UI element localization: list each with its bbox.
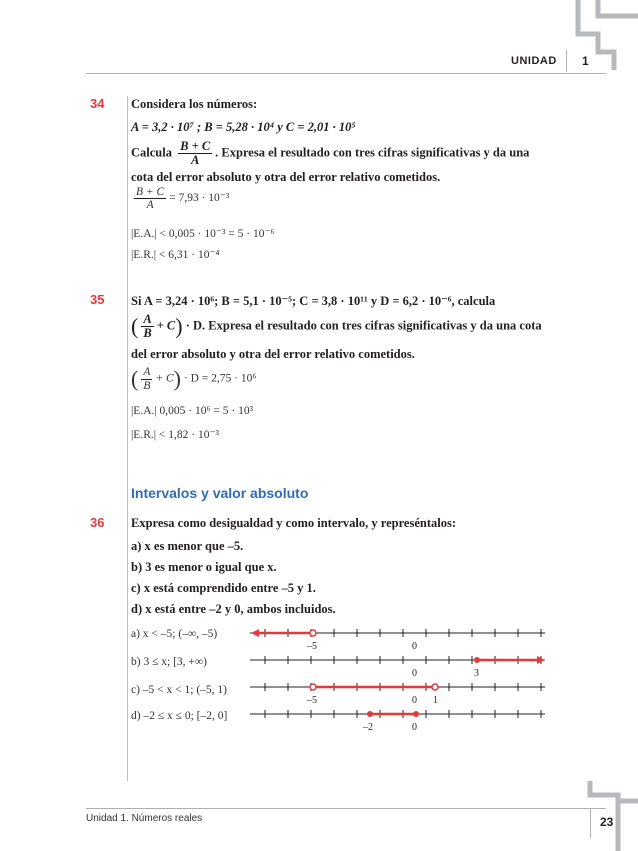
ex34-statement-line3 [131, 140, 529, 167]
ex34-fraction [178, 140, 212, 167]
ex35-frac-top: A [143, 312, 152, 326]
ex36-item-d: d) x está entre –2 y 0, ambos incluidos. [131, 602, 336, 616]
ex35-ans-right-paren: ) [173, 366, 181, 391]
ex35-statement-line3: del error absoluto y otra del error relativo cometidos. [131, 347, 415, 361]
ex36-answer-c: c) –5 < x < 1; (–5, 1) [131, 684, 228, 696]
ex34-ans-value: = 7,93 · 10⁻³ [169, 192, 230, 205]
ex36-answer-a: a) x < –5; (–∞, –5) [131, 628, 218, 640]
ex34-calc-label: Calcula [131, 145, 172, 160]
exercise-34-number: 34 [90, 96, 105, 111]
line-c-label-1: 1 [433, 695, 438, 706]
ex34-ans-frac-top: B + C [136, 186, 165, 198]
page-number: 23 [600, 815, 614, 829]
ex35-line2-rest: · D. Expresa el resultado con tres cifras significativas y da una cota [185, 318, 542, 333]
ex35-ans-mid: + C [155, 372, 174, 385]
ex35-statement-line2 [131, 313, 542, 340]
ex36-item-b: b) 3 es menor o igual que x. [131, 560, 277, 574]
ex35-right-paren: ) [175, 313, 183, 339]
ex34-ans-frac-bot: A [146, 199, 154, 212]
line-c-label-minus5: –5 [307, 695, 317, 706]
ex34-absolute-error: |E.A.| < 0,005 · 10⁻³ = 5 · 10⁻⁶ [131, 228, 275, 240]
ex36-intro: Expresa como desigualdad y como intervalo, y represéntalos: [131, 516, 456, 530]
ex34-frac-top: B + C [180, 139, 211, 153]
ex34-answer-fraction [134, 186, 166, 211]
line-b-label-3: 3 [474, 668, 479, 679]
number-line-c [250, 683, 545, 706]
line-a-label-minus5: –5 [307, 641, 317, 652]
ex34-line3-rest: . Expresa el resultado con tres cifras significativas y da una [215, 145, 530, 160]
header-divider [566, 50, 567, 72]
ex34-frac-bot: A [190, 153, 200, 168]
line-d-label-0: 0 [412, 722, 417, 733]
ex35-absolute-error: |E.A.| 0,005 · 10⁶ = 5 · 10³ [131, 405, 254, 417]
number-lines [245, 620, 550, 740]
ex34-statement-line1: Considera los números: [131, 97, 258, 111]
ex34-relative-error: |E.R.| < 6,31 · 10⁻⁴ [131, 249, 220, 261]
line-c-label-0: 0 [412, 695, 417, 706]
ex35-statement-line1: Si A = 3,24 · 10⁶; B = 5,1 · 10⁻⁵; C = 3,8 · 10¹¹ y D = 6,2 · 10⁻⁶, calcula [131, 294, 496, 308]
section-heading: Intervalos y valor absoluto [131, 485, 309, 501]
footer-text: Unidad 1. Números reales [86, 813, 203, 824]
ex35-left-paren: ( [131, 313, 139, 339]
number-line-b [250, 656, 545, 679]
line-a-label-0: 0 [412, 641, 417, 652]
unit-label: UNIDAD [511, 55, 557, 67]
ex35-frac-bot: B [143, 326, 152, 341]
footer-rule [86, 808, 606, 809]
ex36-answer-b: b) 3 ≤ x; [3, +∞) [131, 656, 207, 668]
exercise-36-number: 36 [90, 515, 105, 530]
line-b-label-0: 0 [412, 668, 417, 679]
ex36-item-c: c) x está comprendido entre –5 y 1. [131, 581, 316, 595]
ex35-ans-frac-bot: B [143, 379, 151, 392]
ex35-line2-mid: + C [156, 318, 176, 333]
corner-decoration-bottom [560, 781, 638, 851]
unit-number: 1 [582, 54, 589, 68]
number-line-a [250, 629, 545, 652]
margin-line [127, 96, 128, 781]
ex35-answer-fraction [141, 366, 152, 391]
number-line-d [250, 710, 545, 733]
ex36-answer-d: d) –2 ≤ x ≤ 0; [–2, 0] [131, 710, 228, 722]
ex35-ans-frac-top: A [143, 366, 151, 379]
ex34-statement-line4: cota del error absoluto y otra del error relativo cometidos. [131, 170, 441, 184]
ex34-answer-value [131, 186, 229, 211]
exercise-35-number: 35 [90, 292, 105, 307]
corner-decoration-top [560, 0, 638, 70]
ex36-item-a: a) x es menor que –5. [131, 539, 244, 553]
ex35-relative-error: |E.R.| < 1,82 · 10⁻³ [131, 429, 220, 441]
ex35-answer-value [131, 366, 256, 392]
ex35-fraction [141, 313, 153, 340]
header-rule [86, 73, 606, 74]
ex34-numbers: A = 3,2 · 10⁷ ; B = 5,28 · 10⁴ y C = 2,01 · 10⁵ [131, 120, 356, 134]
ex35-ans-left-paren: ( [131, 366, 139, 391]
ex35-ans-value: · D = 2,75 · 10⁶ [183, 372, 257, 385]
line-d-label-minus2: –2 [363, 722, 373, 733]
